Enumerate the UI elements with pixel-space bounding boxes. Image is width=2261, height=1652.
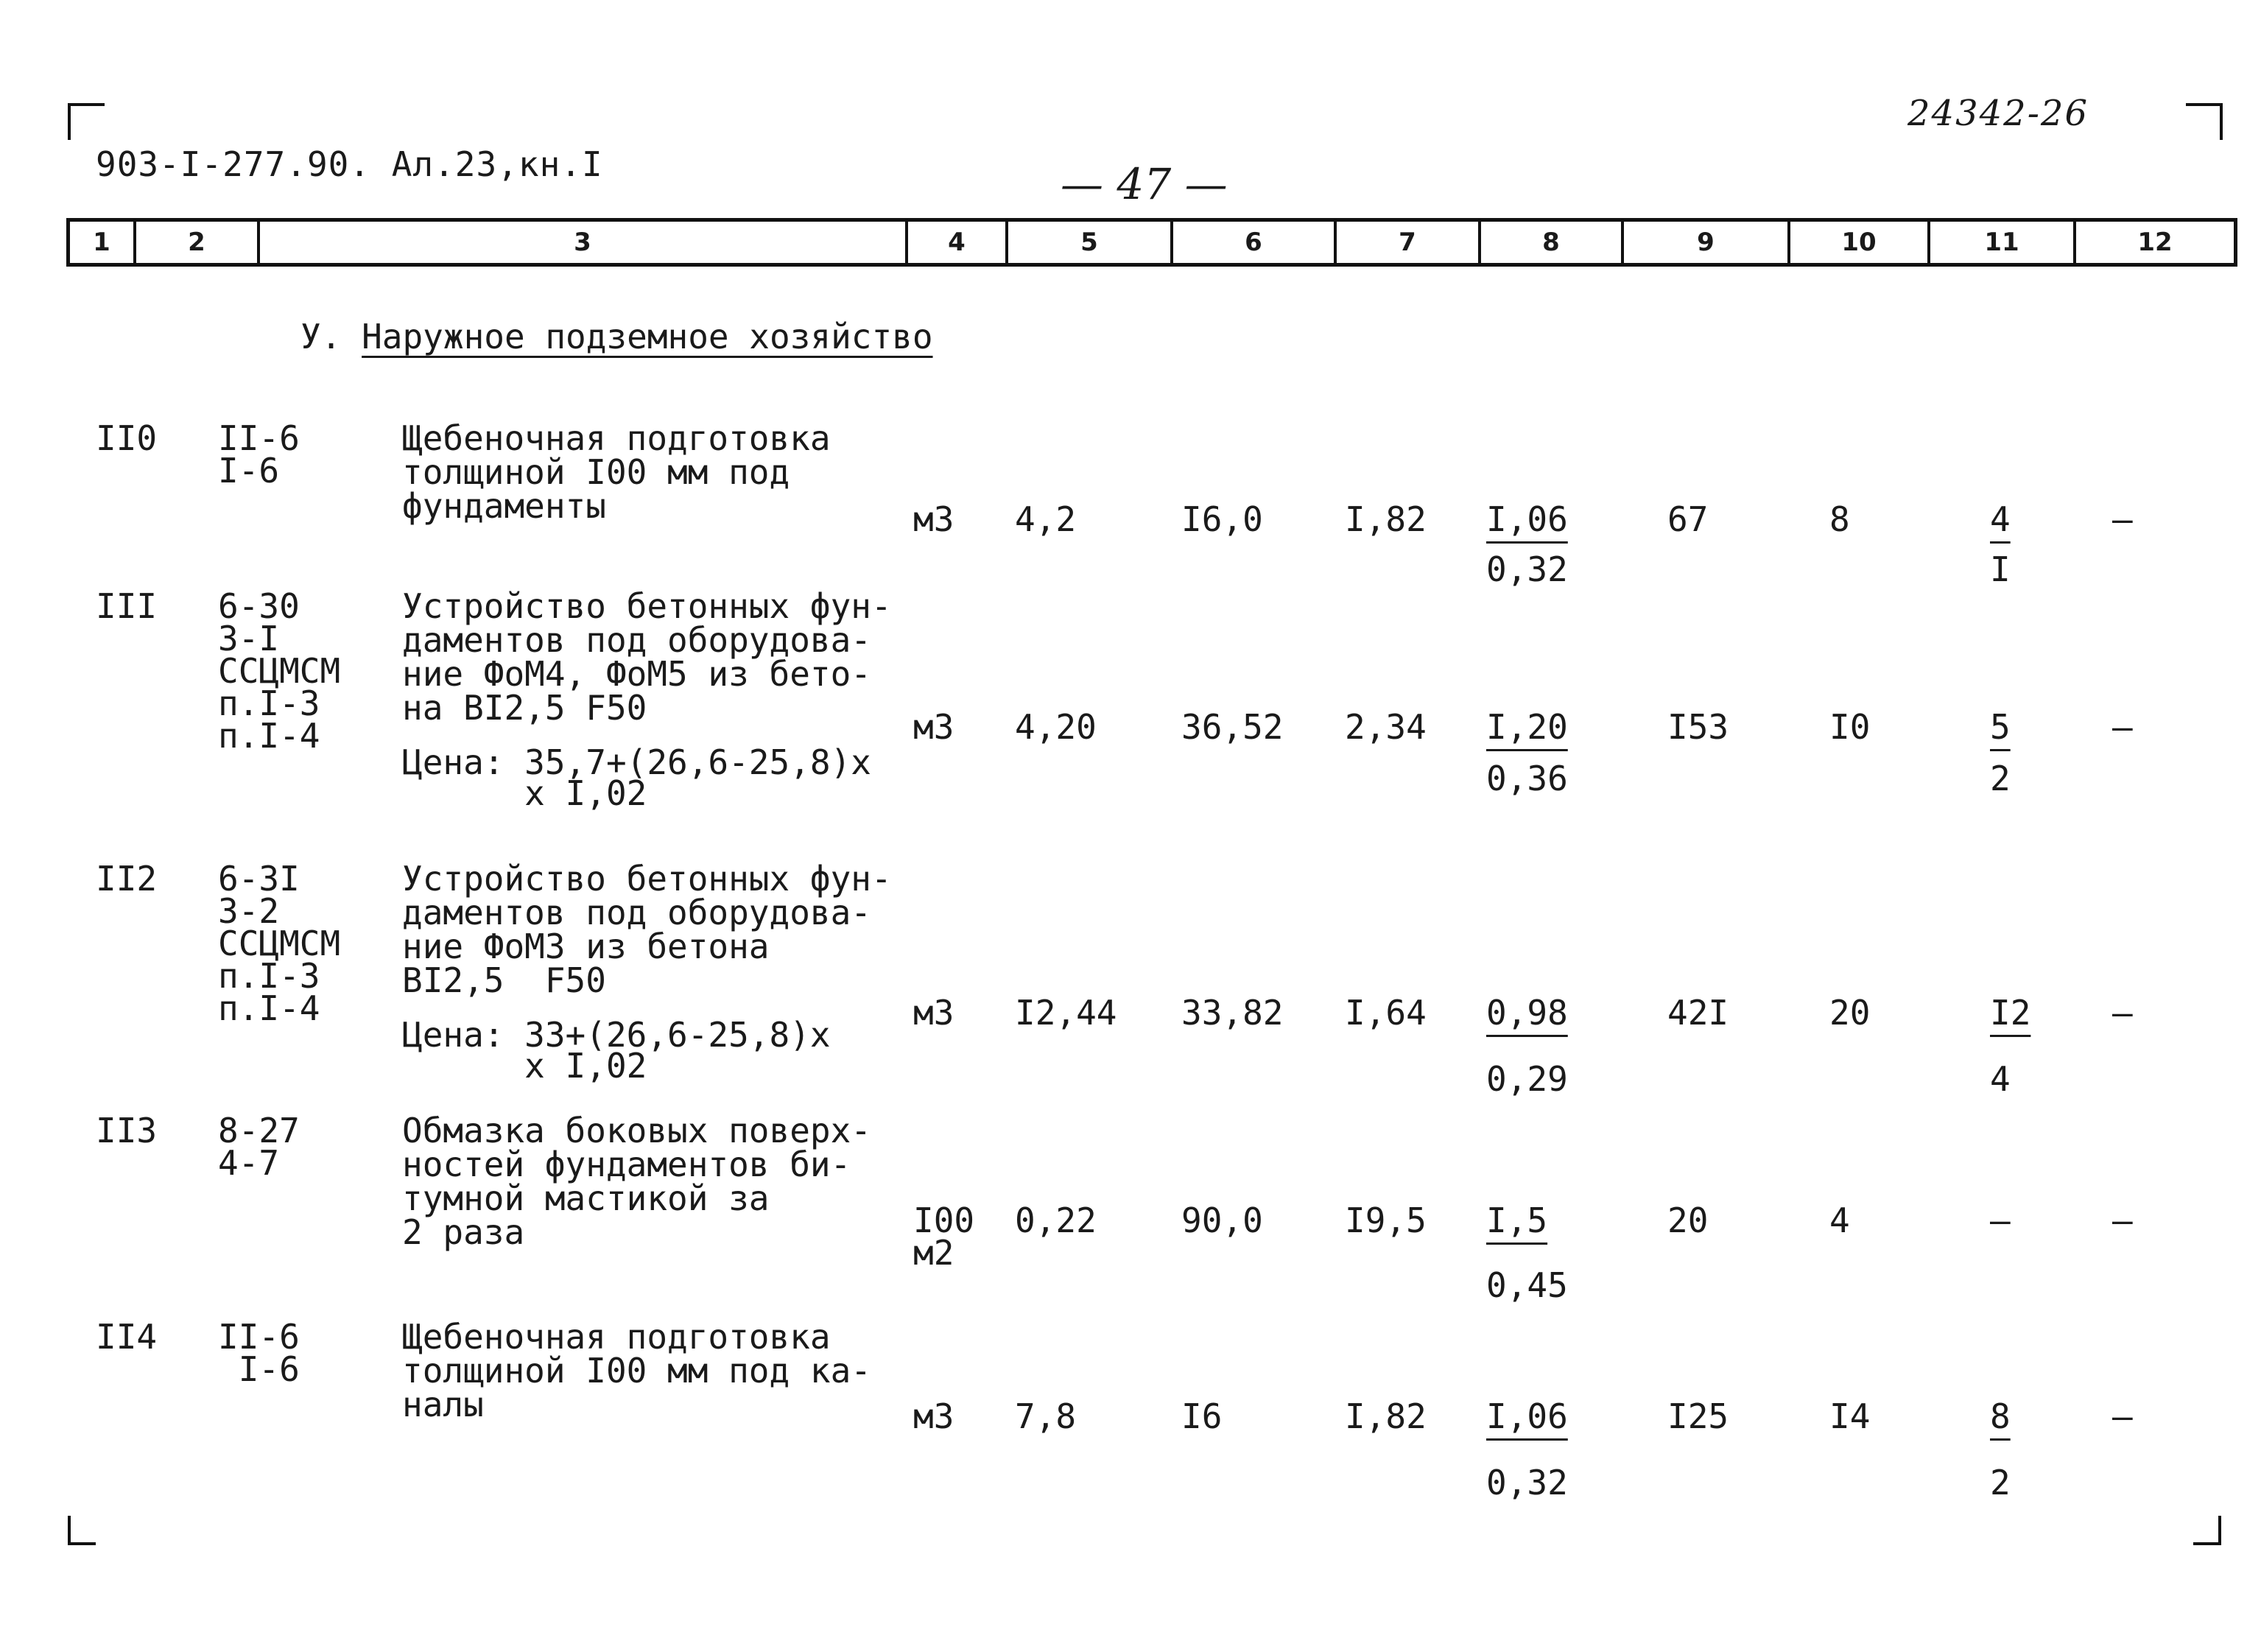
row-code-line: ССЦМСМ	[218, 924, 341, 963]
column-header: 6	[1173, 222, 1337, 263]
row-description-line: ностей фундаментов би-	[402, 1145, 851, 1184]
row-unit: м3	[913, 1396, 954, 1436]
row-col7: 2,34	[1345, 707, 1427, 747]
row-description-line: даментов под оборудова-	[402, 893, 871, 932]
row-col7: I,82	[1345, 1396, 1427, 1436]
row-code-line: 3-2	[218, 891, 280, 931]
row-col8-bottom: 0,32	[1486, 549, 1568, 589]
row-unit: м3	[913, 707, 954, 747]
row-description-line: Устройство бетонных фун-	[402, 586, 892, 626]
column-header: 9	[1624, 222, 1790, 263]
column-header: 1	[70, 222, 136, 263]
row-col9: 67	[1667, 499, 1709, 539]
row-col10: 20	[1829, 993, 1871, 1033]
row-col7: I,82	[1345, 499, 1427, 539]
row-code-line: 6-30	[218, 586, 300, 626]
row-col7: I,64	[1345, 993, 1427, 1033]
column-header: 3	[260, 222, 908, 263]
row-col8-bottom: 0,32	[1486, 1463, 1568, 1502]
row-col8-top: I,20	[1486, 707, 1568, 747]
row-col12: –	[2112, 1396, 2133, 1436]
row-col11-top: 5	[1990, 707, 2011, 747]
archive-stamp: 24342-26	[1907, 93, 2089, 134]
row-col6: I6,0	[1181, 499, 1263, 539]
row-code-line: п.I-3	[218, 683, 320, 723]
row-unit: I00	[913, 1201, 975, 1240]
row-col8-top: I,06	[1486, 499, 1568, 539]
row-code-line: II-6	[218, 418, 300, 458]
column-header: 2	[136, 222, 260, 263]
row-price-line: Цена: 33+(26,6-25,8)x	[402, 1015, 831, 1055]
row-description-line: на BI2,5 F50	[402, 688, 647, 728]
row-description-line: Устройство бетонных фун-	[402, 859, 892, 899]
row-code-line: п.I-3	[218, 956, 320, 996]
row-description-line: ние ФоМ3 из бетона	[402, 927, 770, 966]
row-col11-top: 4	[1990, 499, 2011, 539]
row-col9: I25	[1667, 1396, 1729, 1436]
row-number: II4	[96, 1317, 158, 1357]
row-code-line: п.I-4	[218, 716, 320, 756]
row-col10: I0	[1829, 707, 1871, 747]
page-number: — 47 —	[1061, 159, 1228, 209]
row-description-line: ние ФоМ4, ФоМ5 из бето-	[402, 654, 871, 694]
row-col12: –	[2112, 499, 2133, 539]
row-col5: 7,8	[1015, 1396, 1077, 1436]
row-col9: 42I	[1667, 993, 1729, 1033]
row-col10: 8	[1829, 499, 1850, 539]
column-header: 5	[1008, 222, 1173, 263]
row-col11-top: 8	[1990, 1396, 2011, 1436]
row-number: II3	[96, 1111, 158, 1150]
row-number: II0	[96, 418, 158, 458]
column-header: 10	[1790, 222, 1930, 263]
row-unit: м2	[913, 1233, 954, 1273]
row-code-line: п.I-4	[218, 988, 320, 1028]
row-col8-top: I,06	[1486, 1396, 1568, 1436]
row-description-line: даментов под оборудова-	[402, 620, 871, 660]
row-number: III	[96, 586, 158, 626]
row-description-line: толщиной I00 мм под ка-	[402, 1351, 871, 1391]
row-price-line: x I,02	[402, 773, 647, 813]
row-col6: I6	[1181, 1396, 1223, 1436]
row-price-line: x I,02	[402, 1046, 647, 1086]
section-heading-text: Наружное подземное хозяйство	[362, 317, 933, 356]
row-col10: 4	[1829, 1201, 1850, 1240]
row-code-line: 3-I	[218, 619, 280, 658]
section-prefix: У.	[300, 317, 342, 356]
column-header: 11	[1930, 222, 2076, 263]
row-col12: –	[2112, 993, 2133, 1033]
row-col8-top: I,5	[1486, 1201, 1548, 1240]
row-unit: м3	[913, 993, 954, 1033]
row-code-line: I-6	[218, 1349, 300, 1389]
row-number: II2	[96, 859, 158, 899]
row-description-line: тумной мастикой за	[402, 1178, 770, 1218]
row-code-line: 4-7	[218, 1143, 280, 1183]
row-col6: 33,82	[1181, 993, 1284, 1033]
section-title	[300, 317, 933, 356]
row-col7: I9,5	[1345, 1201, 1427, 1240]
row-col11-top: I2	[1990, 993, 2031, 1033]
row-col11-bottom: 4	[1990, 1059, 2011, 1099]
row-col12: –	[2112, 1201, 2133, 1240]
row-description-line: фундаменты	[402, 486, 606, 526]
column-header: 7	[1337, 222, 1481, 263]
row-col10: I4	[1829, 1396, 1871, 1436]
row-price-line: Цена: 35,7+(26,6-25,8)x	[402, 742, 871, 782]
row-description-line: BI2,5 F50	[402, 960, 606, 1000]
row-code-line: II-6	[218, 1317, 300, 1357]
row-col5: 0,22	[1015, 1201, 1097, 1240]
row-code-line: 6-3I	[218, 859, 300, 899]
row-unit: м3	[913, 499, 954, 539]
corner-mark-top-left	[68, 103, 105, 140]
row-col12: –	[2112, 707, 2133, 747]
row-code-line: 8-27	[218, 1111, 300, 1150]
row-col11-top: –	[1990, 1201, 2011, 1240]
row-code-line: ССЦМСМ	[218, 651, 341, 691]
row-description-line: Щебеночная подготовка	[402, 418, 831, 458]
row-description-line: 2 раза	[402, 1212, 525, 1252]
row-col6: 36,52	[1181, 707, 1284, 747]
row-code-line: I-6	[218, 451, 280, 491]
row-col11-bottom: 2	[1990, 759, 2011, 798]
row-description-line: налы	[402, 1385, 484, 1424]
row-col5: 4,2	[1015, 499, 1077, 539]
column-header-row	[66, 218, 2237, 267]
row-description-line: толщиной I00 мм под	[402, 452, 790, 492]
row-col9: 20	[1667, 1201, 1709, 1240]
corner-mark-bottom-right	[2193, 1516, 2221, 1545]
column-header: 4	[908, 222, 1008, 263]
row-col8-bottom: 0,36	[1486, 759, 1568, 798]
corner-mark-top-right	[2186, 103, 2223, 140]
row-col11-bottom: 2	[1990, 1463, 2011, 1502]
row-col9: I53	[1667, 707, 1729, 747]
document-code: 903-I-277.90. Ал.23,кн.I	[96, 144, 603, 184]
row-col11-bottom: I	[1990, 549, 2011, 589]
row-col5: 4,20	[1015, 707, 1097, 747]
column-header: 12	[2137, 228, 2173, 257]
row-col5: I2,44	[1015, 993, 1117, 1033]
corner-mark-bottom-left	[68, 1516, 96, 1545]
row-col6: 90,0	[1181, 1201, 1263, 1240]
row-col8-bottom: 0,45	[1486, 1265, 1568, 1305]
row-description-line: Обмазка боковых поверх-	[402, 1111, 871, 1150]
row-description-line: Щебеночная подготовка	[402, 1317, 831, 1357]
column-header: 8	[1481, 222, 1624, 263]
row-col8-top: 0,98	[1486, 993, 1568, 1033]
row-col8-bottom: 0,29	[1486, 1059, 1568, 1099]
